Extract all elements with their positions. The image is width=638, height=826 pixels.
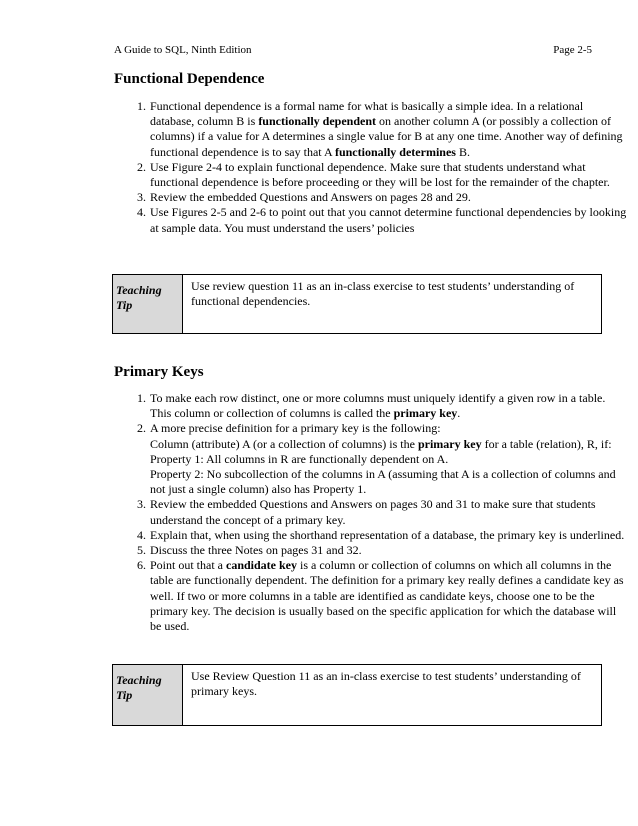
section-title-primary-keys: Primary Keys: [114, 364, 204, 380]
bold-term: primary key: [393, 406, 458, 421]
teaching-tip-box-1: [112, 274, 602, 334]
primary-keys-list: [114, 391, 627, 634]
bold-term: functionally determines: [334, 144, 456, 159]
teaching-tip-label: [113, 275, 183, 333]
bold-term: functionally dependent: [258, 114, 376, 129]
list-item: 2. Use Figure 2-4 to explain functional dependence. Make sure that students understand what functional dependence is before proceeding or they will be lost for the remainder of the chapter.: [149, 160, 627, 190]
section-title-functional-dependence: Functional Dependence: [114, 71, 265, 87]
header-page-number: Page 2-5: [553, 44, 592, 56]
tip-label-line-1: Teaching: [116, 673, 162, 687]
teaching-tip-box-2: [112, 664, 602, 726]
teaching-tip-label: [113, 665, 183, 725]
bold-term: candidate key: [226, 558, 298, 573]
page-header: [114, 44, 592, 56]
bold-term: primary key: [417, 436, 482, 451]
teaching-tip-text: Use Review Question 11 as an in-class exercise to test students’ understanding of primary keys.: [191, 669, 581, 698]
list-item: 4. Use Figures 2-5 and 2-6 to point out that you cannot determine functional dependencies by looking at sample data. You must understand the users’ policies: [149, 205, 627, 235]
list-item: 1. To make each row distinct, one or more columns must uniquely identify a given row in a table. This column or collection of columns is called the primary key.: [149, 391, 627, 421]
list-item: 6. Point out that a candidate key is a column or collection of columns on which all columns in the table are functionally dependent. The definition for a primary key really defines a candidate key as well. If two or more columns in a table are identified as candidate keys, choose one to be the primary key. The decision is usually based on the specific application for which the database will be used.: [149, 558, 627, 634]
list-item: 1. Functional dependence is a formal name for what is basically a simple idea. In a relational database, column B is functionally dependent on another column A (or possibly a collection of columns) if a value for A determines a single value for B at any one time. Another way of defining functional dependence is to say that A functionally determines B.: [149, 99, 627, 160]
functional-dependence-list: [114, 99, 627, 236]
teaching-tip-text: Use review question 11 as an in-class exercise to test students’ understanding of functional dependencies.: [191, 279, 575, 308]
list-item: 5. Discuss the three Notes on pages 31 and 32.: [149, 543, 627, 558]
list-item: 4. Explain that, when using the shorthand representation of a database, the primary key is underlined.: [149, 528, 627, 543]
list-item: 3. Review the embedded Questions and Answers on pages 30 and 31 to make sure that students understand the concept of a primary key.: [149, 497, 627, 527]
tip-label-line-2: Tip: [116, 298, 133, 312]
list-item: 3. Review the embedded Questions and Answers on pages 28 and 29.: [149, 190, 627, 205]
list-item: 2. A more precise definition for a primary key is the following: Column (attribute) A (or a collection of columns) is the primary key for a table (relation), R, if: Property 1: All columns in R are functionally dependent on A. Property 2: No subcollection of the columns in A (assuming that A is a collection of columns and not just a single column) also has Property 1.: [149, 421, 627, 497]
header-book-title: A Guide to SQL, Ninth Edition: [114, 44, 252, 56]
tip-label-line-2: Tip: [116, 688, 133, 702]
tip-label-line-1: Teaching: [116, 283, 162, 297]
